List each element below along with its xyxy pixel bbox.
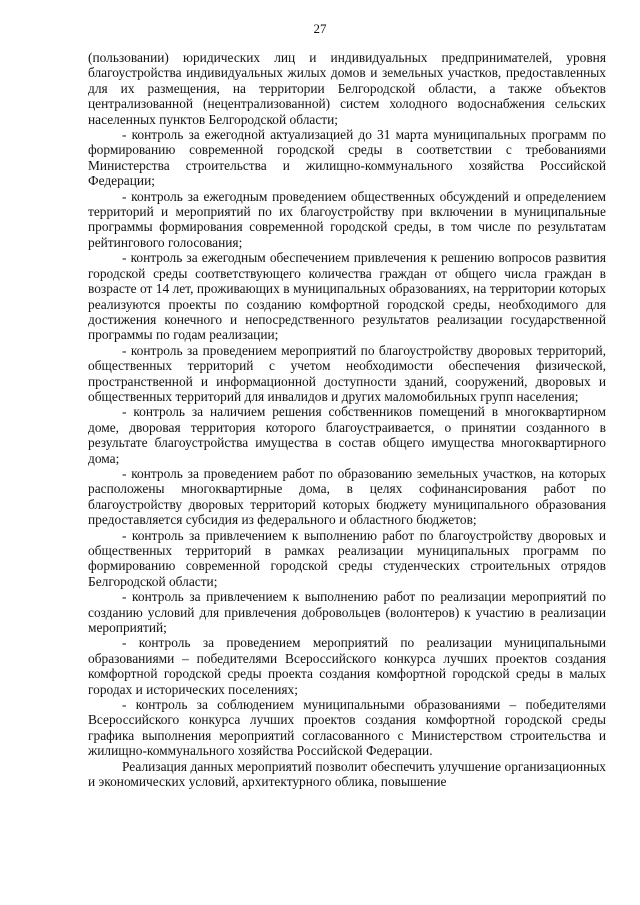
paragraph: - контроль за ежегодной актуализацией до 31 марта муниципальных программ по формированию современной городской среды в соответствии с требованиями Министерства строительства и жилищно-коммунального хозяйства Российской Федерации; [88,127,606,189]
page-number: 27 [313,21,327,36]
paragraph: - контроль за проведением мероприятий по реализации муниципальными образованиями – победителями Всероссийского конкурса лучших проектов создания комфортной городской среды проекта создания комфортной городской среды в малых городах и исторических поселениях; [88,635,606,697]
paragraph: - контроль за привлечением к выполнению работ по благоустройству дворовых и общественных территорий в рамках реализации муниципальных программ по формированию современной городской среды студенческих строительных отрядов Белгородской области; [88,527,606,589]
paragraph: Реализация данных мероприятий позволит обеспечить улучшение организационных и экономических условий, архитектурного облика, повышение [88,758,606,790]
paragraph: - контроль за ежегодным проведением общественных обсуждений и определением территорий и мероприятий по их благоустройству при включении в муниципальные программы формирования современной городской среды, в том числе по результатам рейтингового голосования; [88,188,606,250]
paragraph: (пользовании) юридических лиц и индивидуальных предпринимателей, уровня благоустройства индивидуальных жилых домов и земельных участков, предоставленных для их размещения, на территории Белгородской области, а также объектов централизованной (нецентрализованной) систем холодного водоснабжения сельских населенных пунктов Белгородской области; [88,50,606,127]
paragraph: - контроль за ежегодным обеспечением привлечения к решению вопросов развития городской среды соответствующего количества граждан от общего числа граждан в возрасте от 14 лет, проживающих в муниципальных образованиях, на территории которых реализуются проекты по созданию комфортной городской среды, необходимого для достижения конечного и непосредственного результатов реализации государственной программы по годам реализации; [88,250,606,343]
paragraph: - контроль за проведением работ по образованию земельных участков, на которых расположены многоквартирные дома, в целях софинансирования работ по благоустройству дворовых территорий которых бюджету муниципального образования предоставляется субсидия из федерального и областного бюджетов; [88,465,606,528]
paragraph: - контроль за проведением мероприятий по благоустройству дворовых территорий, общественных территорий с учетом необходимости обеспечения физической, пространственной и информационной доступности зданий, сооружений, дворовых и общественных территорий для инвалидов и других маломобильных групп населения; [88,342,606,404]
paragraph: - контроль за наличием решения собственников помещений в многоквартирном доме, дворовая территория которого благоустраивается, о принятии созданного в результате благоустройства имущества в состав общего имущества многоквартирного дома; [88,404,606,466]
paragraph: - контроль за соблюдением муниципальными образованиями – победителями Всероссийского конкурса лучших проектов создания комфортной городской среды графика выполнения мероприятий согласованного с Министерством строительства и жилищно-коммунального хозяйства Российской Федерации. [88,697,606,759]
paragraph: - контроль за привлечением к выполнению работ по реализации мероприятий по созданию условий для привлечения добровольцев (волонтеров) к участию в реализации мероприятий; [88,589,606,636]
document-body [88,50,606,790]
